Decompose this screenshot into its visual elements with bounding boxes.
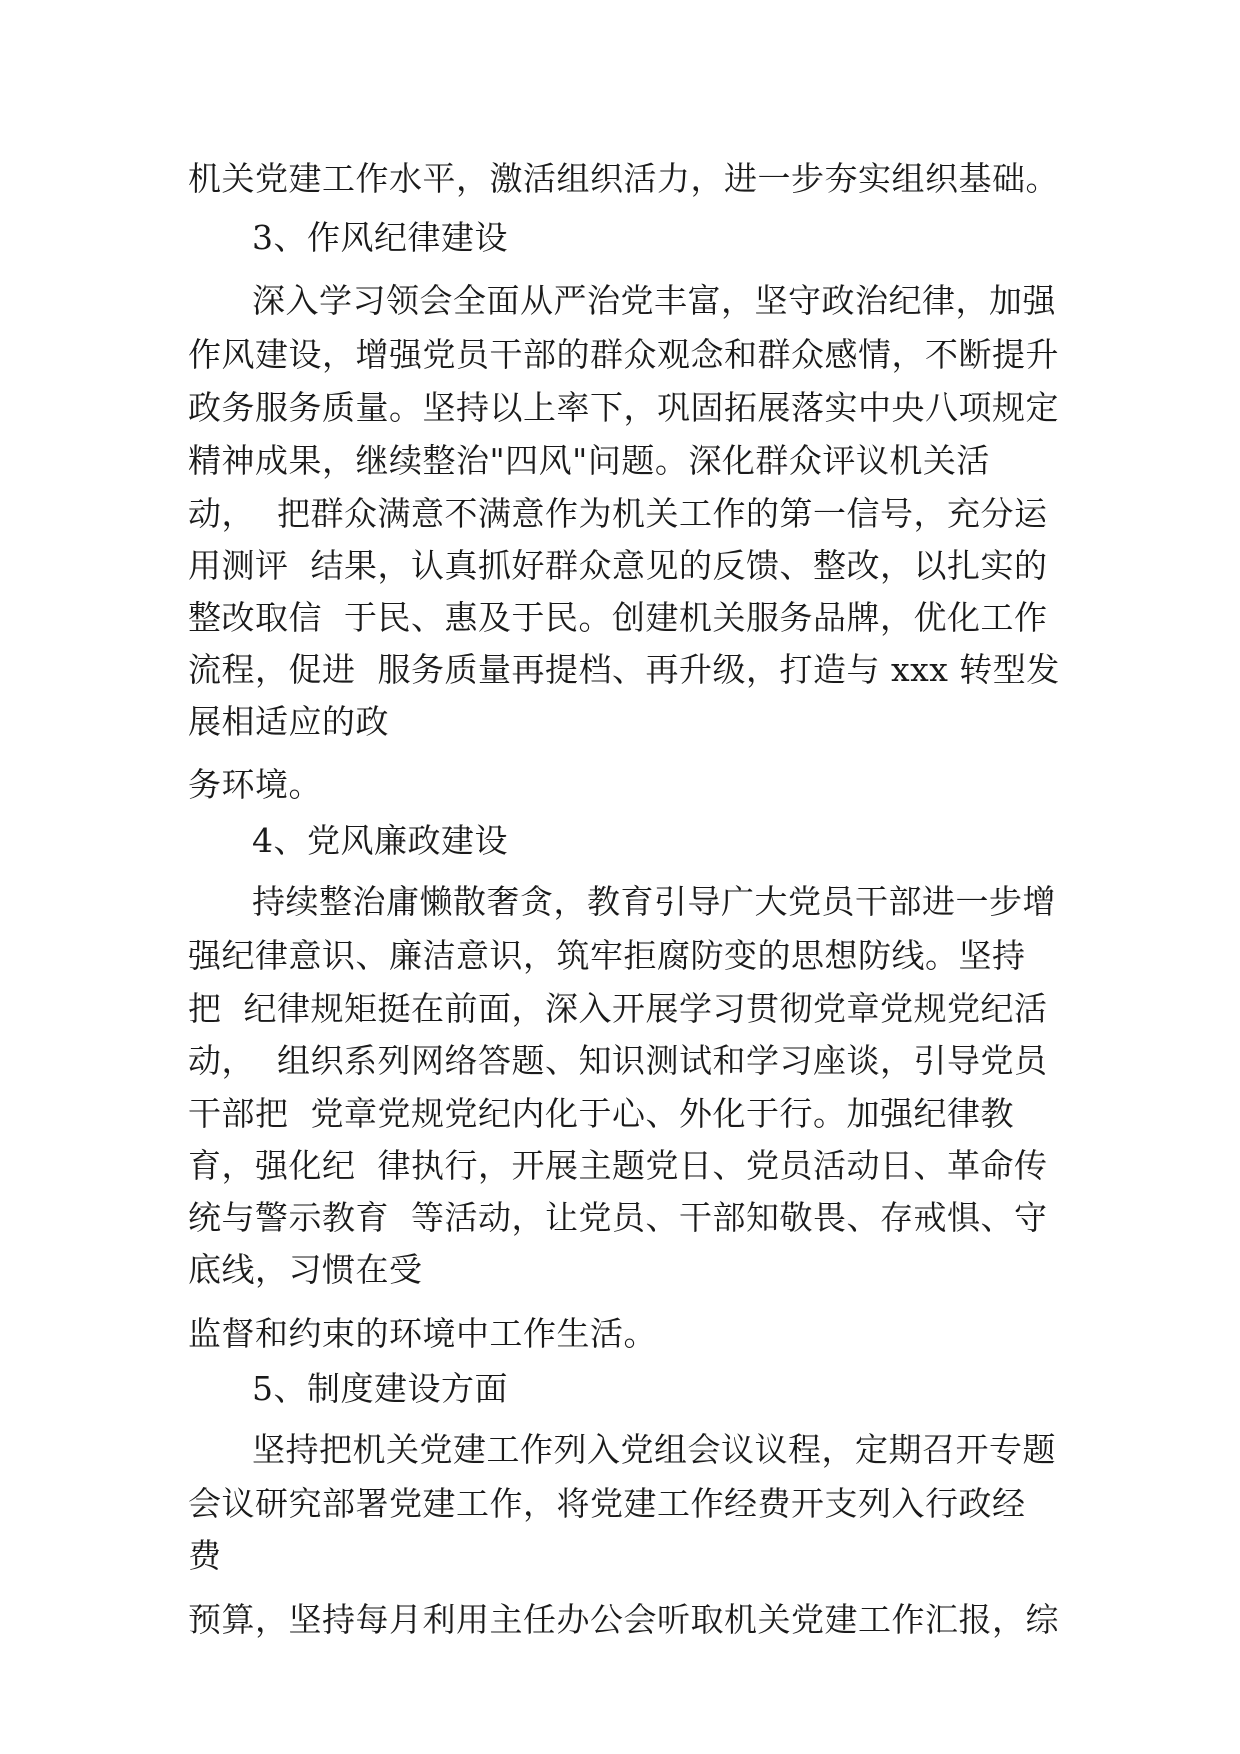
paragraph-line: 政务服务质量。坚持以上率下，巩固拓展落实中央八项规定 [188, 388, 1059, 427]
paragraph-line: 机关党建工作水平，激活组织活力，进一步夯实组织基础。 [188, 159, 1059, 198]
paragraph-line: 费 [188, 1536, 222, 1575]
paragraph-line: 会议研究部署党建工作，将党建工作经费开支列入行政经 [188, 1484, 1026, 1523]
paragraph-line: 统与警示教育 等活动，让党员、干部知敬畏、存戒惧、守 [188, 1198, 1048, 1237]
paragraph-line: 底线，习惯在受 [188, 1250, 423, 1289]
paragraph-line: 监督和约束的环境中工作生活。 [188, 1314, 657, 1353]
paragraph-line: 用测评 结果，认真抓好群众意见的反馈、整改，以扎实的 [188, 546, 1048, 585]
section-heading-3: 3、作风纪律建设 [252, 218, 508, 257]
paragraph-line: 预算，坚持每月利用主任办公会听取机关党建工作汇报，综 [188, 1600, 1059, 1639]
paragraph-line: 动， 把群众满意不满意作为机关工作的第一信号，充分运 [188, 494, 1048, 533]
paragraph-line: 强纪律意识、廉洁意识，筑牢拒腐防变的思想防线。坚持 [188, 936, 1026, 975]
paragraph-line: 作风建设，增强党员干部的群众观念和群众感情，不断提升 [188, 335, 1059, 374]
paragraph-line: 持续整治庸懒散奢贪，教育引导广大党员干部进一步增 [252, 882, 1056, 921]
paragraph-line: 务环境。 [188, 765, 322, 804]
paragraph-line: 把 纪律规矩挺在前面，深入开展学习贯彻党章党规党纪活 [188, 989, 1048, 1028]
paragraph-line: 深入学习领会全面从严治党丰富，坚守政治纪律，加强 [252, 281, 1056, 320]
paragraph-line: 育，强化纪 律执行，开展主题党日、党员活动日、革命传 [188, 1146, 1048, 1185]
paragraph-line: 精神成果，继续整治"四风"问题。深化群众评议机关活 [188, 441, 990, 480]
section-heading-5: 5、制度建设方面 [252, 1369, 508, 1408]
paragraph-line: 整改取信 于民、惠及于民。创建机关服务品牌，优化工作 [188, 598, 1048, 637]
paragraph-line: 流程，促进 服务质量再提档、再升级，打造与 xxx 转型发 [188, 650, 1060, 689]
paragraph-line: 坚持把机关党建工作列入党组会议议程，定期召开专题 [252, 1430, 1056, 1469]
paragraph-line: 干部把 党章党规党纪内化于心、外化于行。加强纪律教 [188, 1094, 1014, 1133]
paragraph-line: 动， 组织系列网络答题、知识测试和学习座谈，引导党员 [188, 1041, 1048, 1080]
section-heading-4: 4、党风廉政建设 [252, 821, 508, 860]
paragraph-line: 展相适应的政 [188, 702, 389, 741]
